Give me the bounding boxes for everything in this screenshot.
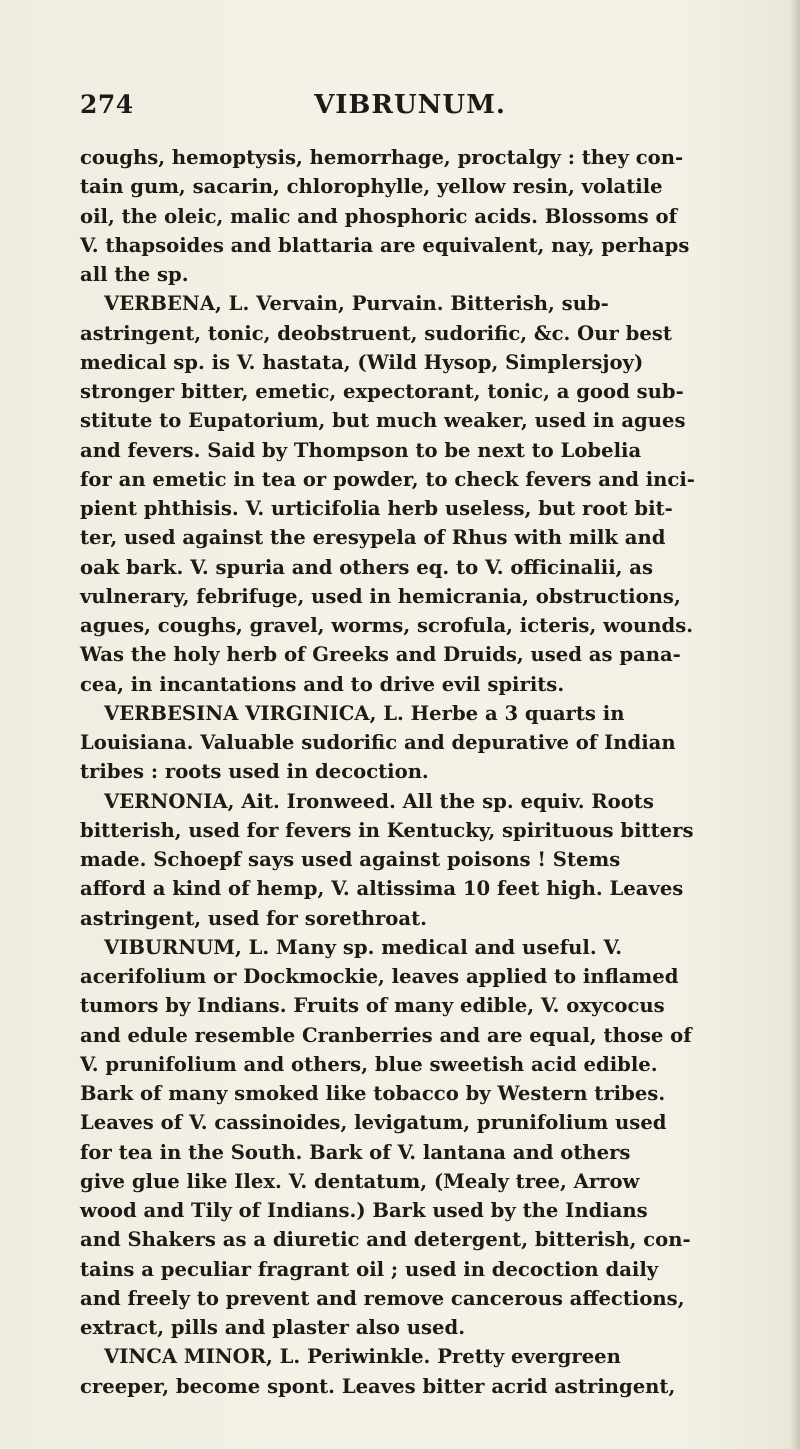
text-line: ter, used against the eresypela of Rhus with milk and (80, 526, 666, 550)
body-text (80, 143, 784, 1401)
text-line: stitute to Eupatorium, but much weaker, used in agues (80, 409, 686, 433)
text-line: Louisiana. Valuable sudorific and depurative of Indian (80, 731, 676, 754)
text-line: VINCA MINOR, L. Periwinkle. Pretty evergreen (104, 1345, 621, 1369)
text-line: VIBURNUM, L. Many sp. medical and useful. V. (104, 935, 623, 959)
text-line: and fevers. Said by Thompson to be next to Lobelia (80, 438, 642, 462)
text-line: oil, the oleic, malic and phosphoric acids. Blossoms of (80, 204, 678, 228)
text-line: bitterish, used for fevers in Kentucky, spirituous bitters (80, 818, 694, 842)
text-line: tains a peculiar fragrant oil ; used in decoction daily (80, 1257, 659, 1281)
paragraph (80, 1342, 784, 1401)
paragraph (80, 289, 784, 699)
text-line: all the sp. (80, 263, 189, 286)
text-line: afford a kind of hemp, V. altissima 10 feet high. Leaves (80, 877, 684, 901)
text-line: Was the holy herb of Greeks and Druids, used as pana- (80, 643, 681, 667)
text-line: give glue like Ilex. V. dentatum, (Mealy tree, Arrow (80, 1169, 640, 1193)
text-line: medical sp. is V. hastata, (Wild Hysop, Simplersjoy) (80, 350, 644, 374)
text-line: stronger bitter, emetic, expectorant, tonic, a good sub- (80, 380, 684, 403)
running-head: VIBRUNUM. (314, 90, 506, 120)
text-line: for tea in the South. Bark of V. lantana and others (80, 1140, 631, 1164)
text-line: wood and Tily of Indians.) Bark used by the Indians (80, 1199, 648, 1222)
text-line: VERBENA, L. Vervain, Purvain. Bitterish, sub- (104, 292, 609, 316)
text-line: V. prunifolium and others, blue sweetish acid edible. (80, 1052, 658, 1076)
text-line: Bark of many smoked like tobacco by Western tribes. (80, 1082, 666, 1105)
text-line: for an emetic in tea or powder, to check fevers and inci- (80, 467, 695, 491)
text-line: tribes : roots used in decoction. (80, 760, 429, 784)
text-line: creeper, become spont. Leaves bitter acrid astringent, (80, 1374, 676, 1398)
text-line: Leaves of V. cassinoides, levigatum, prunifolium used (80, 1111, 667, 1135)
text-line: pient phthisis. V. urticifolia herb useless, but root bit- (80, 497, 673, 520)
text-line: V. thapsoides and blattaria are equivalent, nay, perhaps (80, 233, 690, 257)
page-edge-shadow (790, 0, 800, 1449)
text-line: cea, in incantations and to drive evil spirits. (80, 672, 565, 696)
page-header (80, 90, 740, 126)
text-line: VERNONIA, Ait. Ironweed. All the sp. equiv. Roots (104, 789, 654, 813)
text-line: tain gum, sacarin, chlorophylle, yellow resin, volatile (80, 175, 663, 199)
text-line: vulnerary, febrifuge, used in hemicrania, obstructions, (80, 584, 681, 608)
text-line: astringent, used for sorethroat. (80, 906, 427, 930)
text-line: astringent, tonic, deobstruent, sudorific, &c. Our best (80, 321, 672, 345)
paragraph (80, 143, 784, 289)
text-line: tumors by Indians. Fruits of many edible, V. oxycocus (80, 994, 665, 1018)
text-line: and edule resemble Cranberries and are equal, those of (80, 1023, 692, 1047)
text-line: made. Schoepf says used against poisons ! Stems (80, 848, 621, 871)
text-line: oak bark. V. spuria and others eq. to V. officinalii, as (80, 555, 654, 579)
text-line: and freely to prevent and remove cancerous affections, (80, 1286, 685, 1310)
paragraph (80, 699, 784, 787)
text-line: acerifolium or Dockmockie, leaves applied to inflamed (80, 965, 679, 988)
text-line: VERBESINA VIRGINICA, L. Herbe a 3 quarts in (104, 701, 625, 725)
text-line: and Shakers as a diuretic and detergent, bitterish, con- (80, 1228, 691, 1252)
paragraph (80, 933, 784, 1343)
text-line: coughs, hemoptysis, hemorrhage, proctalgy : they con- (80, 146, 684, 169)
page-number: 274 (80, 90, 134, 119)
text-line: extract, pills and plaster also used. (80, 1316, 466, 1339)
paragraph (80, 787, 784, 933)
text-line: agues, coughs, gravel, worms, scrofula, icteris, wounds. (80, 614, 694, 637)
